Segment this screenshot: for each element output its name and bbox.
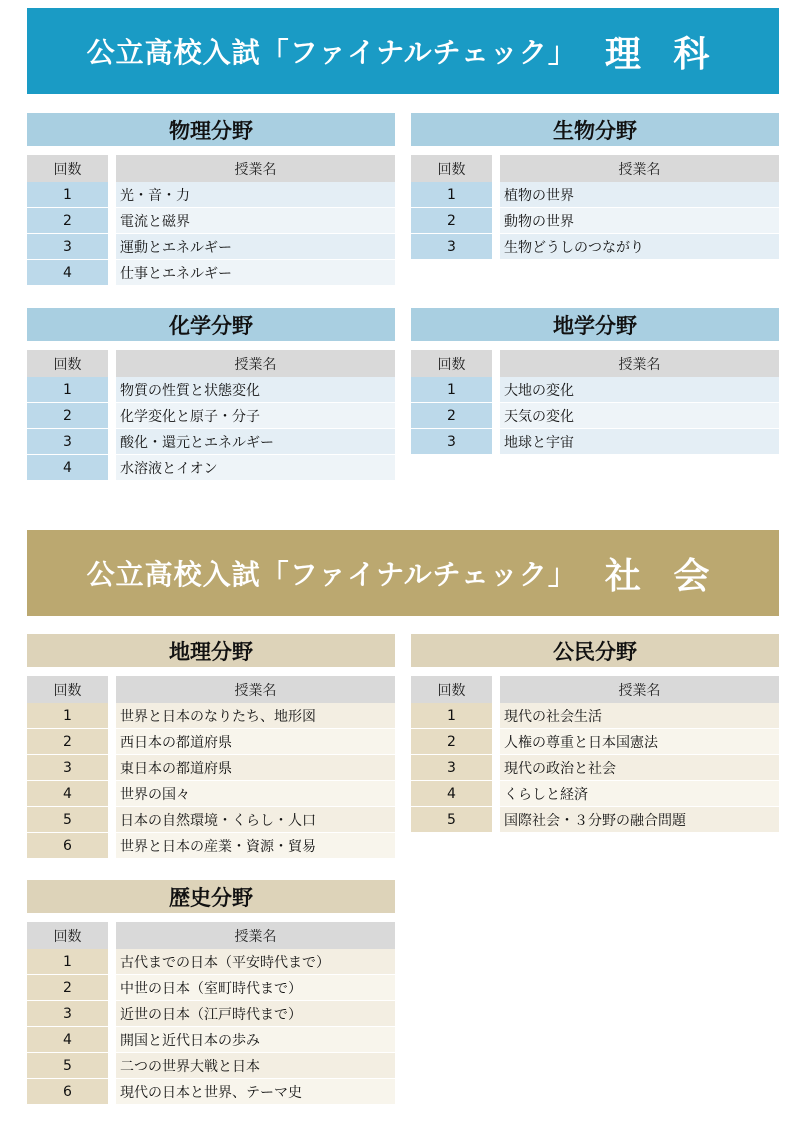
- row-number: 1: [27, 377, 108, 402]
- row-lesson-name: 地球と宇宙: [500, 429, 779, 454]
- row-number: 1: [27, 949, 108, 974]
- physics-section: [27, 113, 395, 285]
- section-title: 地学分野: [411, 308, 779, 341]
- row-number: 3: [411, 429, 492, 454]
- row-number: 2: [27, 208, 108, 233]
- row-lesson-name: 運動とエネルギー: [116, 234, 395, 259]
- row-number: 2: [27, 403, 108, 428]
- table-row: [27, 703, 395, 728]
- column-header-lesson: 授業名: [116, 155, 395, 182]
- table-row: [411, 207, 779, 233]
- row-number: 2: [411, 208, 492, 233]
- row-number: 4: [411, 781, 492, 806]
- section-title: 歴史分野: [27, 880, 395, 913]
- column-header-number: 回数: [27, 676, 108, 703]
- row-lesson-name: 東日本の都道府県: [116, 755, 395, 780]
- table-header: [27, 155, 395, 182]
- row-number: 1: [411, 377, 492, 402]
- science-subject-label: 理 科: [604, 33, 720, 75]
- column-header-lesson: 授業名: [116, 676, 395, 703]
- column-header-number: 回数: [27, 350, 108, 377]
- row-number: 3: [27, 429, 108, 454]
- table-row: [27, 428, 395, 454]
- row-number: 2: [27, 975, 108, 1000]
- table-row: [27, 728, 395, 754]
- table-header: [411, 350, 779, 377]
- row-number: 5: [411, 807, 492, 832]
- column-header-number: 回数: [411, 350, 492, 377]
- lesson-list: [27, 703, 395, 858]
- table-row: [27, 182, 395, 207]
- row-lesson-name: 生物どうしのつながり: [500, 234, 779, 259]
- table-row: [27, 259, 395, 285]
- geography-section: [27, 634, 395, 858]
- table-row: [411, 377, 779, 402]
- row-number: 6: [27, 1079, 108, 1104]
- civics-section: [411, 634, 779, 832]
- table-row: [27, 207, 395, 233]
- column-header-lesson: 授業名: [500, 155, 779, 182]
- row-lesson-name: 二つの世界大戦と日本: [116, 1053, 395, 1078]
- column-header-lesson: 授業名: [500, 350, 779, 377]
- table-row: [27, 832, 395, 858]
- row-number: 5: [27, 1053, 108, 1078]
- row-lesson-name: 古代までの日本（平安時代まで）: [116, 949, 395, 974]
- section-title: 物理分野: [27, 113, 395, 146]
- column-header-lesson: 授業名: [116, 350, 395, 377]
- table-row: [27, 754, 395, 780]
- row-number: 1: [27, 182, 108, 207]
- lesson-list: [411, 703, 779, 832]
- table-header: [411, 676, 779, 703]
- row-number: 3: [411, 234, 492, 259]
- row-number: 3: [27, 234, 108, 259]
- row-lesson-name: 人権の尊重と日本国憲法: [500, 729, 779, 754]
- row-lesson-name: 国際社会・３分野の融合問題: [500, 807, 779, 832]
- table-header: [27, 676, 395, 703]
- row-number: 5: [27, 807, 108, 832]
- row-lesson-name: 酸化・還元とエネルギー: [116, 429, 395, 454]
- table-row: [411, 780, 779, 806]
- lesson-list: [411, 377, 779, 454]
- table-row: [27, 233, 395, 259]
- social-banner-title: 公立高校入試「ファイナルチェック」: [86, 558, 577, 591]
- row-lesson-name: 現代の社会生活: [500, 703, 779, 728]
- table-row: [411, 402, 779, 428]
- earth-science-section: [411, 308, 779, 454]
- table-row: [411, 754, 779, 780]
- row-lesson-name: 中世の日本（室町時代まで）: [116, 975, 395, 1000]
- column-header-lesson: 授業名: [500, 676, 779, 703]
- table-row: [27, 949, 395, 974]
- lesson-list: [27, 949, 395, 1104]
- row-lesson-name: 仕事とエネルギー: [116, 260, 395, 285]
- table-row: [411, 233, 779, 259]
- row-lesson-name: 世界と日本のなりたち、地形図: [116, 703, 395, 728]
- row-lesson-name: 大地の変化: [500, 377, 779, 402]
- row-number: 1: [411, 182, 492, 207]
- lesson-list: [27, 377, 395, 480]
- section-title: 生物分野: [411, 113, 779, 146]
- table-row: [27, 1052, 395, 1078]
- row-lesson-name: くらしと経済: [500, 781, 779, 806]
- row-lesson-name: 化学変化と原子・分子: [116, 403, 395, 428]
- row-lesson-name: 現代の日本と世界、テーマ史: [116, 1079, 395, 1104]
- column-header-number: 回数: [411, 155, 492, 182]
- table-row: [27, 806, 395, 832]
- table-row: [411, 428, 779, 454]
- table-row: [411, 182, 779, 207]
- row-lesson-name: 日本の自然環境・くらし・人口: [116, 807, 395, 832]
- row-number: 3: [27, 755, 108, 780]
- table-row: [411, 728, 779, 754]
- row-lesson-name: 植物の世界: [500, 182, 779, 207]
- table-row: [27, 454, 395, 480]
- section-title: 公民分野: [411, 634, 779, 667]
- row-lesson-name: 現代の政治と社会: [500, 755, 779, 780]
- row-lesson-name: 動物の世界: [500, 208, 779, 233]
- social-subject-label: 社 会: [604, 555, 720, 597]
- table-row: [411, 806, 779, 832]
- row-lesson-name: 近世の日本（江戸時代まで）: [116, 1001, 395, 1026]
- table-header: [27, 922, 395, 949]
- row-lesson-name: 西日本の都道府県: [116, 729, 395, 754]
- row-lesson-name: 電流と磁界: [116, 208, 395, 233]
- section-title: 地理分野: [27, 634, 395, 667]
- row-number: 3: [27, 1001, 108, 1026]
- row-lesson-name: 物質の性質と状態変化: [116, 377, 395, 402]
- table-header: [411, 155, 779, 182]
- row-number: 2: [411, 729, 492, 754]
- row-number: 4: [27, 260, 108, 285]
- table-row: [411, 703, 779, 728]
- row-number: 4: [27, 1027, 108, 1052]
- row-number: 6: [27, 833, 108, 858]
- column-header-number: 回数: [27, 922, 108, 949]
- biology-section: [411, 113, 779, 259]
- row-lesson-name: 世界と日本の産業・資源・貿易: [116, 833, 395, 858]
- row-lesson-name: 開国と近代日本の歩み: [116, 1027, 395, 1052]
- row-number: 4: [27, 455, 108, 480]
- section-title: 化学分野: [27, 308, 395, 341]
- science-banner-title: 公立高校入試「ファイナルチェック」: [86, 36, 577, 69]
- table-row: [27, 1026, 395, 1052]
- table-row: [27, 1000, 395, 1026]
- science-banner: [27, 8, 779, 94]
- table-row: [27, 780, 395, 806]
- row-lesson-name: 光・音・力: [116, 182, 395, 207]
- row-number: 2: [27, 729, 108, 754]
- row-number: 4: [27, 781, 108, 806]
- column-header-number: 回数: [411, 676, 492, 703]
- social-studies-banner: [27, 530, 779, 616]
- row-number: 3: [411, 755, 492, 780]
- row-lesson-name: 水溶液とイオン: [116, 455, 395, 480]
- row-number: 1: [411, 703, 492, 728]
- row-lesson-name: 天気の変化: [500, 403, 779, 428]
- table-row: [27, 1078, 395, 1104]
- lesson-list: [27, 182, 395, 285]
- chemistry-section: [27, 308, 395, 480]
- column-header-number: 回数: [27, 155, 108, 182]
- table-row: [27, 974, 395, 1000]
- column-header-lesson: 授業名: [116, 922, 395, 949]
- history-section: [27, 880, 395, 1104]
- lesson-list: [411, 182, 779, 259]
- table-header: [27, 350, 395, 377]
- row-lesson-name: 世界の国々: [116, 781, 395, 806]
- row-number: 2: [411, 403, 492, 428]
- table-row: [27, 402, 395, 428]
- row-number: 1: [27, 703, 108, 728]
- table-row: [27, 377, 395, 402]
